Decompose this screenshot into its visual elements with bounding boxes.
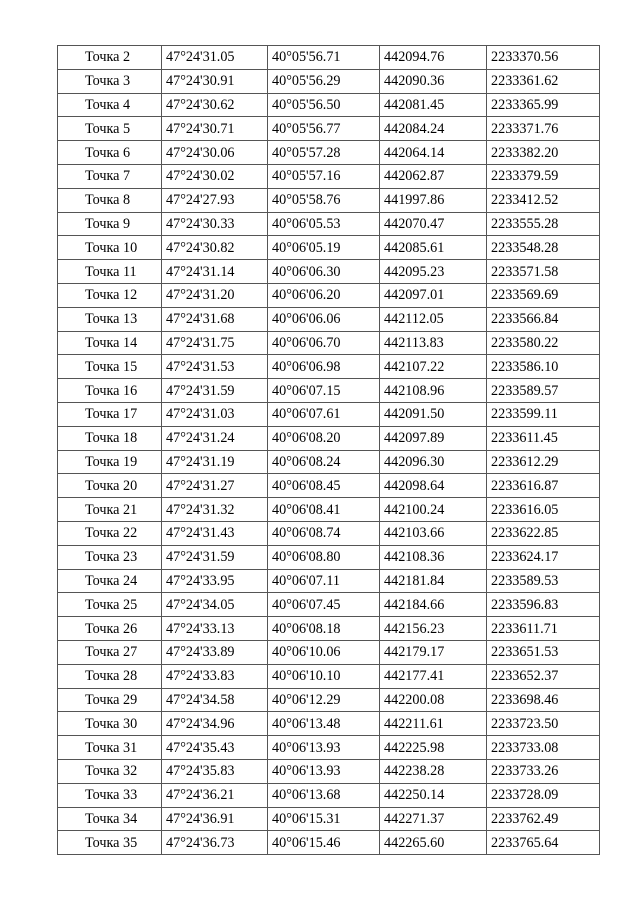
point-name-cell: Точка 10 bbox=[58, 236, 162, 260]
table-row bbox=[58, 617, 600, 641]
longitude-cell: 40°06'08.45 bbox=[268, 474, 380, 498]
point-name-cell: Точка 4 bbox=[58, 93, 162, 117]
table-row bbox=[58, 640, 600, 664]
x-coordinate-cell: 442085.61 bbox=[380, 236, 487, 260]
longitude-cell: 40°06'15.46 bbox=[268, 831, 380, 855]
point-name-cell: Точка 2 bbox=[58, 46, 162, 70]
y-coordinate-cell: 2233733.08 bbox=[487, 736, 600, 760]
table-row bbox=[58, 498, 600, 522]
x-coordinate-cell: 442184.66 bbox=[380, 593, 487, 617]
x-coordinate-cell: 442081.45 bbox=[380, 93, 487, 117]
point-name-cell: Точка 15 bbox=[58, 355, 162, 379]
longitude-cell: 40°05'57.16 bbox=[268, 164, 380, 188]
x-coordinate-cell: 442177.41 bbox=[380, 664, 487, 688]
latitude-cell: 47°24'33.89 bbox=[162, 640, 268, 664]
longitude-cell: 40°06'08.24 bbox=[268, 450, 380, 474]
y-coordinate-cell: 2233371.76 bbox=[487, 117, 600, 141]
y-coordinate-cell: 2233566.84 bbox=[487, 307, 600, 331]
point-name-cell: Точка 33 bbox=[58, 783, 162, 807]
table-row bbox=[58, 831, 600, 855]
latitude-cell: 47°24'30.91 bbox=[162, 69, 268, 93]
table-row bbox=[58, 260, 600, 284]
point-name-cell: Точка 14 bbox=[58, 331, 162, 355]
latitude-cell: 47°24'31.14 bbox=[162, 260, 268, 284]
x-coordinate-cell: 442103.66 bbox=[380, 521, 487, 545]
longitude-cell: 40°06'13.93 bbox=[268, 759, 380, 783]
longitude-cell: 40°06'05.19 bbox=[268, 236, 380, 260]
longitude-cell: 40°06'08.80 bbox=[268, 545, 380, 569]
y-coordinate-cell: 2233611.45 bbox=[487, 426, 600, 450]
point-name-cell: Точка 27 bbox=[58, 640, 162, 664]
longitude-cell: 40°06'06.20 bbox=[268, 283, 380, 307]
latitude-cell: 47°24'34.96 bbox=[162, 712, 268, 736]
table-row bbox=[58, 93, 600, 117]
longitude-cell: 40°05'56.29 bbox=[268, 69, 380, 93]
table-row bbox=[58, 46, 600, 70]
table-row bbox=[58, 283, 600, 307]
y-coordinate-cell: 2233370.56 bbox=[487, 46, 600, 70]
point-name-cell: Точка 17 bbox=[58, 402, 162, 426]
longitude-cell: 40°06'08.74 bbox=[268, 521, 380, 545]
table-row bbox=[58, 736, 600, 760]
x-coordinate-cell: 442238.28 bbox=[380, 759, 487, 783]
point-name-cell: Точка 35 bbox=[58, 831, 162, 855]
x-coordinate-cell: 442265.60 bbox=[380, 831, 487, 855]
y-coordinate-cell: 2233382.20 bbox=[487, 141, 600, 165]
y-coordinate-cell: 2233765.64 bbox=[487, 831, 600, 855]
x-coordinate-cell: 442107.22 bbox=[380, 355, 487, 379]
x-coordinate-cell: 442062.87 bbox=[380, 164, 487, 188]
longitude-cell: 40°06'06.06 bbox=[268, 307, 380, 331]
table-row bbox=[58, 212, 600, 236]
latitude-cell: 47°24'31.03 bbox=[162, 402, 268, 426]
latitude-cell: 47°24'31.20 bbox=[162, 283, 268, 307]
table-row bbox=[58, 759, 600, 783]
x-coordinate-cell: 442096.30 bbox=[380, 450, 487, 474]
y-coordinate-cell: 2233611.71 bbox=[487, 617, 600, 641]
y-coordinate-cell: 2233651.53 bbox=[487, 640, 600, 664]
x-coordinate-cell: 442091.50 bbox=[380, 402, 487, 426]
longitude-cell: 40°06'07.61 bbox=[268, 402, 380, 426]
y-coordinate-cell: 2233555.28 bbox=[487, 212, 600, 236]
y-coordinate-cell: 2233728.09 bbox=[487, 783, 600, 807]
point-name-cell: Точка 19 bbox=[58, 450, 162, 474]
longitude-cell: 40°06'07.45 bbox=[268, 593, 380, 617]
point-name-cell: Точка 29 bbox=[58, 688, 162, 712]
x-coordinate-cell: 442112.05 bbox=[380, 307, 487, 331]
y-coordinate-cell: 2233612.29 bbox=[487, 450, 600, 474]
y-coordinate-cell: 2233596.83 bbox=[487, 593, 600, 617]
longitude-cell: 40°06'07.11 bbox=[268, 569, 380, 593]
longitude-cell: 40°06'13.93 bbox=[268, 736, 380, 760]
table-row bbox=[58, 188, 600, 212]
y-coordinate-cell: 2233548.28 bbox=[487, 236, 600, 260]
x-coordinate-cell: 442211.61 bbox=[380, 712, 487, 736]
y-coordinate-cell: 2233580.22 bbox=[487, 331, 600, 355]
y-coordinate-cell: 2233723.50 bbox=[487, 712, 600, 736]
table-row bbox=[58, 664, 600, 688]
y-coordinate-cell: 2233569.69 bbox=[487, 283, 600, 307]
coordinates-table bbox=[57, 45, 600, 855]
point-name-cell: Точка 28 bbox=[58, 664, 162, 688]
y-coordinate-cell: 2233599.11 bbox=[487, 402, 600, 426]
point-name-cell: Точка 9 bbox=[58, 212, 162, 236]
y-coordinate-cell: 2233762.49 bbox=[487, 807, 600, 831]
y-coordinate-cell: 2233589.57 bbox=[487, 379, 600, 403]
latitude-cell: 47°24'36.91 bbox=[162, 807, 268, 831]
longitude-cell: 40°05'58.76 bbox=[268, 188, 380, 212]
table-row bbox=[58, 426, 600, 450]
longitude-cell: 40°05'57.28 bbox=[268, 141, 380, 165]
table-row bbox=[58, 164, 600, 188]
longitude-cell: 40°06'15.31 bbox=[268, 807, 380, 831]
latitude-cell: 47°24'30.33 bbox=[162, 212, 268, 236]
latitude-cell: 47°24'33.95 bbox=[162, 569, 268, 593]
y-coordinate-cell: 2233698.46 bbox=[487, 688, 600, 712]
latitude-cell: 47°24'31.19 bbox=[162, 450, 268, 474]
x-coordinate-cell: 442200.08 bbox=[380, 688, 487, 712]
y-coordinate-cell: 2233586.10 bbox=[487, 355, 600, 379]
y-coordinate-cell: 2233412.52 bbox=[487, 188, 600, 212]
x-coordinate-cell: 442097.01 bbox=[380, 283, 487, 307]
table-row bbox=[58, 355, 600, 379]
y-coordinate-cell: 2233624.17 bbox=[487, 545, 600, 569]
longitude-cell: 40°06'05.53 bbox=[268, 212, 380, 236]
x-coordinate-cell: 442179.17 bbox=[380, 640, 487, 664]
point-name-cell: Точка 22 bbox=[58, 521, 162, 545]
y-coordinate-cell: 2233622.85 bbox=[487, 521, 600, 545]
table-row bbox=[58, 712, 600, 736]
latitude-cell: 47°24'31.59 bbox=[162, 545, 268, 569]
point-name-cell: Точка 24 bbox=[58, 569, 162, 593]
x-coordinate-cell: 442095.23 bbox=[380, 260, 487, 284]
latitude-cell: 47°24'33.83 bbox=[162, 664, 268, 688]
point-name-cell: Точка 30 bbox=[58, 712, 162, 736]
point-name-cell: Точка 18 bbox=[58, 426, 162, 450]
longitude-cell: 40°06'06.98 bbox=[268, 355, 380, 379]
latitude-cell: 47°24'34.58 bbox=[162, 688, 268, 712]
point-name-cell: Точка 6 bbox=[58, 141, 162, 165]
point-name-cell: Точка 8 bbox=[58, 188, 162, 212]
point-name-cell: Точка 12 bbox=[58, 283, 162, 307]
y-coordinate-cell: 2233379.59 bbox=[487, 164, 600, 188]
latitude-cell: 47°24'30.06 bbox=[162, 141, 268, 165]
longitude-cell: 40°06'08.18 bbox=[268, 617, 380, 641]
longitude-cell: 40°06'13.68 bbox=[268, 783, 380, 807]
latitude-cell: 47°24'34.05 bbox=[162, 593, 268, 617]
x-coordinate-cell: 442084.24 bbox=[380, 117, 487, 141]
coordinates-table-body bbox=[58, 46, 600, 855]
x-coordinate-cell: 442113.83 bbox=[380, 331, 487, 355]
latitude-cell: 47°24'31.75 bbox=[162, 331, 268, 355]
table-row bbox=[58, 379, 600, 403]
table-row bbox=[58, 236, 600, 260]
table-row bbox=[58, 545, 600, 569]
latitude-cell: 47°24'30.82 bbox=[162, 236, 268, 260]
point-name-cell: Точка 25 bbox=[58, 593, 162, 617]
latitude-cell: 47°24'31.24 bbox=[162, 426, 268, 450]
latitude-cell: 47°24'31.59 bbox=[162, 379, 268, 403]
longitude-cell: 40°06'12.29 bbox=[268, 688, 380, 712]
y-coordinate-cell: 2233365.99 bbox=[487, 93, 600, 117]
table-row bbox=[58, 807, 600, 831]
longitude-cell: 40°06'10.10 bbox=[268, 664, 380, 688]
table-row bbox=[58, 474, 600, 498]
latitude-cell: 47°24'31.68 bbox=[162, 307, 268, 331]
table-row bbox=[58, 593, 600, 617]
point-name-cell: Точка 23 bbox=[58, 545, 162, 569]
y-coordinate-cell: 2233616.87 bbox=[487, 474, 600, 498]
x-coordinate-cell: 442108.36 bbox=[380, 545, 487, 569]
point-name-cell: Точка 16 bbox=[58, 379, 162, 403]
longitude-cell: 40°06'10.06 bbox=[268, 640, 380, 664]
x-coordinate-cell: 442070.47 bbox=[380, 212, 487, 236]
point-name-cell: Точка 7 bbox=[58, 164, 162, 188]
table-row bbox=[58, 69, 600, 93]
latitude-cell: 47°24'31.43 bbox=[162, 521, 268, 545]
latitude-cell: 47°24'31.05 bbox=[162, 46, 268, 70]
x-coordinate-cell: 442225.98 bbox=[380, 736, 487, 760]
point-name-cell: Точка 11 bbox=[58, 260, 162, 284]
y-coordinate-cell: 2233571.58 bbox=[487, 260, 600, 284]
longitude-cell: 40°05'56.50 bbox=[268, 93, 380, 117]
x-coordinate-cell: 442097.89 bbox=[380, 426, 487, 450]
point-name-cell: Точка 26 bbox=[58, 617, 162, 641]
point-name-cell: Точка 20 bbox=[58, 474, 162, 498]
latitude-cell: 47°24'30.71 bbox=[162, 117, 268, 141]
point-name-cell: Точка 5 bbox=[58, 117, 162, 141]
x-coordinate-cell: 442156.23 bbox=[380, 617, 487, 641]
latitude-cell: 47°24'30.02 bbox=[162, 164, 268, 188]
x-coordinate-cell: 442271.37 bbox=[380, 807, 487, 831]
table-row bbox=[58, 402, 600, 426]
x-coordinate-cell: 442250.14 bbox=[380, 783, 487, 807]
latitude-cell: 47°24'31.32 bbox=[162, 498, 268, 522]
table-row bbox=[58, 783, 600, 807]
point-name-cell: Точка 3 bbox=[58, 69, 162, 93]
table-row bbox=[58, 450, 600, 474]
longitude-cell: 40°06'07.15 bbox=[268, 379, 380, 403]
y-coordinate-cell: 2233361.62 bbox=[487, 69, 600, 93]
latitude-cell: 47°24'31.27 bbox=[162, 474, 268, 498]
longitude-cell: 40°06'06.70 bbox=[268, 331, 380, 355]
longitude-cell: 40°05'56.71 bbox=[268, 46, 380, 70]
latitude-cell: 47°24'35.43 bbox=[162, 736, 268, 760]
y-coordinate-cell: 2233616.05 bbox=[487, 498, 600, 522]
latitude-cell: 47°24'30.62 bbox=[162, 93, 268, 117]
longitude-cell: 40°06'08.20 bbox=[268, 426, 380, 450]
table-row bbox=[58, 569, 600, 593]
latitude-cell: 47°24'36.21 bbox=[162, 783, 268, 807]
table-row bbox=[58, 117, 600, 141]
point-name-cell: Точка 31 bbox=[58, 736, 162, 760]
x-coordinate-cell: 442181.84 bbox=[380, 569, 487, 593]
y-coordinate-cell: 2233652.37 bbox=[487, 664, 600, 688]
longitude-cell: 40°06'06.30 bbox=[268, 260, 380, 284]
y-coordinate-cell: 2233589.53 bbox=[487, 569, 600, 593]
x-coordinate-cell: 442064.14 bbox=[380, 141, 487, 165]
point-name-cell: Точка 34 bbox=[58, 807, 162, 831]
latitude-cell: 47°24'36.73 bbox=[162, 831, 268, 855]
latitude-cell: 47°24'31.53 bbox=[162, 355, 268, 379]
x-coordinate-cell: 441997.86 bbox=[380, 188, 487, 212]
x-coordinate-cell: 442108.96 bbox=[380, 379, 487, 403]
table-row bbox=[58, 307, 600, 331]
x-coordinate-cell: 442094.76 bbox=[380, 46, 487, 70]
point-name-cell: Точка 32 bbox=[58, 759, 162, 783]
longitude-cell: 40°06'08.41 bbox=[268, 498, 380, 522]
table-row bbox=[58, 141, 600, 165]
point-name-cell: Точка 21 bbox=[58, 498, 162, 522]
point-name-cell: Точка 13 bbox=[58, 307, 162, 331]
latitude-cell: 47°24'27.93 bbox=[162, 188, 268, 212]
latitude-cell: 47°24'35.83 bbox=[162, 759, 268, 783]
x-coordinate-cell: 442100.24 bbox=[380, 498, 487, 522]
longitude-cell: 40°05'56.77 bbox=[268, 117, 380, 141]
longitude-cell: 40°06'13.48 bbox=[268, 712, 380, 736]
y-coordinate-cell: 2233733.26 bbox=[487, 759, 600, 783]
table-row bbox=[58, 688, 600, 712]
table-row bbox=[58, 521, 600, 545]
x-coordinate-cell: 442090.36 bbox=[380, 69, 487, 93]
table-row bbox=[58, 331, 600, 355]
x-coordinate-cell: 442098.64 bbox=[380, 474, 487, 498]
latitude-cell: 47°24'33.13 bbox=[162, 617, 268, 641]
